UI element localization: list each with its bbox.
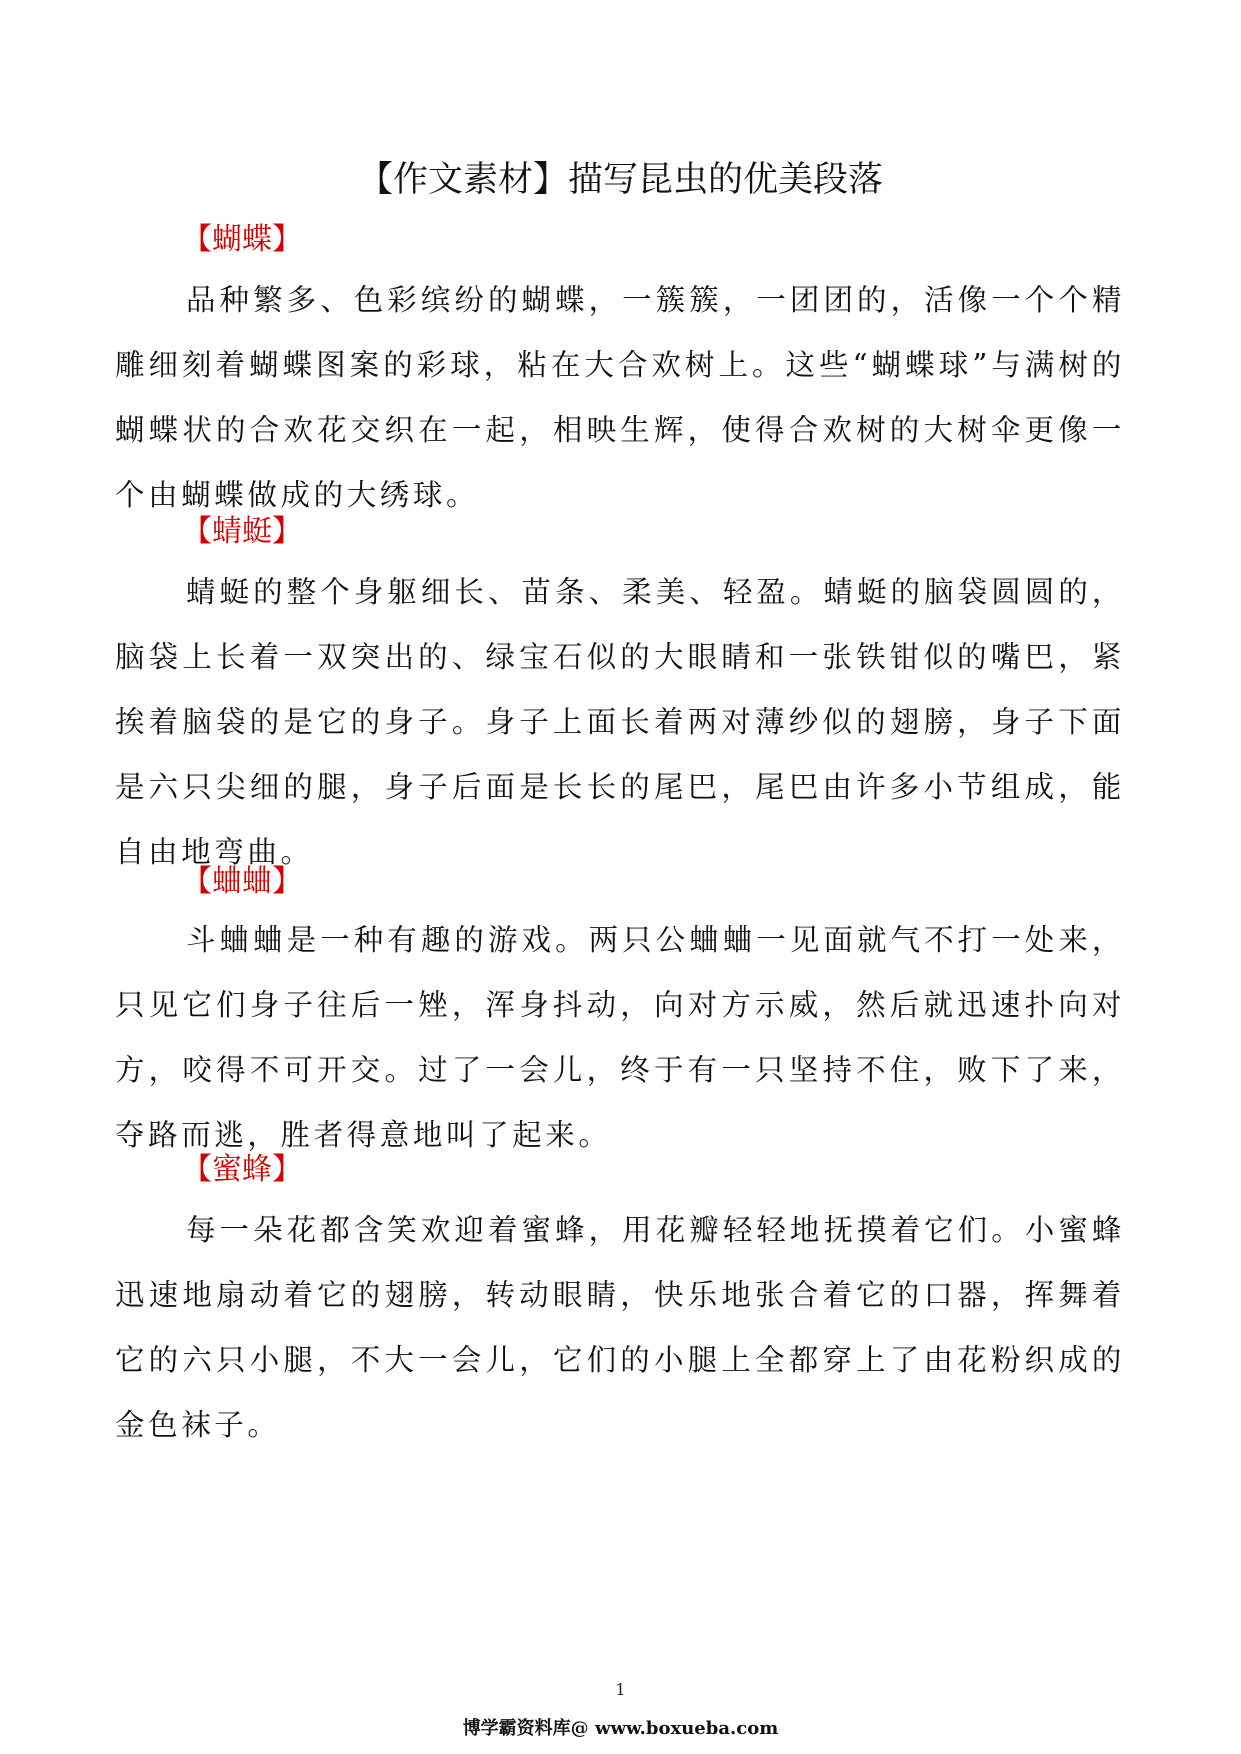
section-heading-bee: 【蜜蜂】 (182, 1152, 302, 1187)
page-number: 1 (615, 1680, 626, 1699)
section-paragraph-dragonfly: 蜻蜓的整个身躯细长、苗条、柔美、轻盈。蜻蜓的脑袋圆圆的，脑袋上长着一双突出的、绿宝石似的大眼睛和一张铁钳似的嘴巴，紧挨着脑袋的是它的身子。身子上面长着两对薄纱似的翅膀，身子下面是六只尖细的腿，身子后面是长长的尾巴，尾巴由许多小节组成，能自由地弯曲。 (115, 575, 1125, 869)
section-heading-cricket: 【蛐蛐】 (182, 864, 302, 899)
section-paragraph-cricket: 斗蛐蛐是一种有趣的游戏。两只公蛐蛐一见面就气不打一处来，只见它们身子往后一矬，浑身抖动，向对方示威，然后就迅速扑向对方，咬得不可开交。过了一会儿，终于有一只坚持不住，败下了来，夺路而逃，胜者得意地叫了起来。 (115, 923, 1125, 1152)
section-heading-butterfly: 【蝴蝶】 (182, 222, 302, 257)
section-paragraph-butterfly: 品种繁多、色彩缤纷的蝴蝶，一簇簇，一团团的，活像一个个精雕细刻着蝴蝶图案的彩球，粘在大合欢树上。这些“蝴蝶球”与满树的蝴蝶状的合欢花交织在一起，相映生辉，使得合欢树的大树伞更像一个由蝴蝶做成的大绣球。 (115, 283, 1125, 512)
footer-source: 博学霸资料库@ www.boxueba.com (462, 1718, 779, 1739)
section-paragraph-bee: 每一朵花都含笑欢迎着蜜蜂，用花瓣轻轻地抚摸着它们。小蜜蜂迅速地扇动着它的翅膀，转动眼睛，快乐地张合着它的口器，挥舞着它的六只小腿，不大一会儿，它们的小腿上全都穿上了由花粉织成的金色袜子。 (115, 1213, 1125, 1442)
page-title: 【作文素材】描写昆虫的优美段落 (357, 160, 883, 200)
section-heading-dragonfly: 【蜻蜓】 (182, 514, 302, 549)
